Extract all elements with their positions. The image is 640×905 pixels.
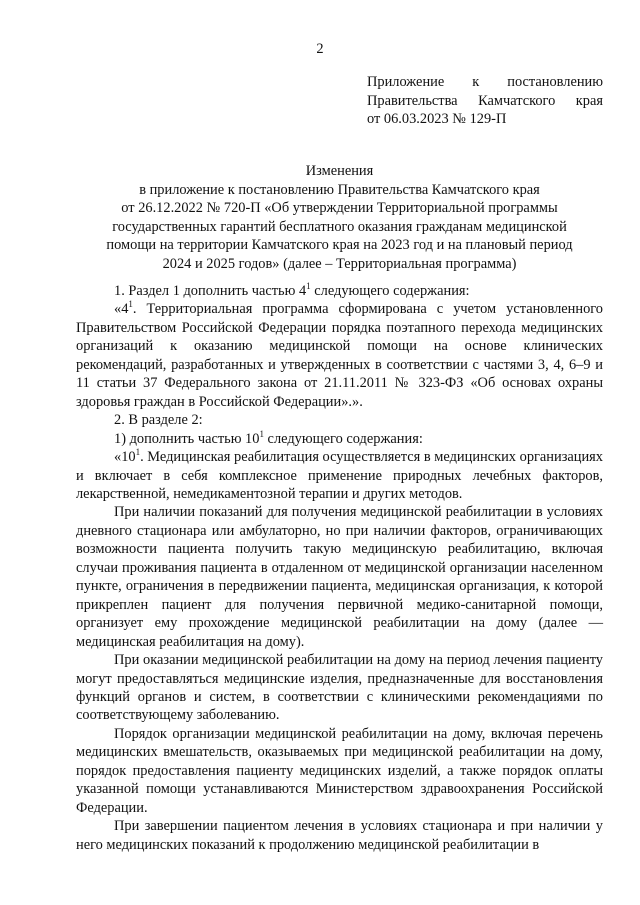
appendix-header <box>367 73 603 129</box>
p1-text-b: следующего содержания: <box>310 283 470 299</box>
p4-text-a: 1) дополнить частью 10 <box>114 430 260 447</box>
title-heading: Изменения <box>305 163 374 179</box>
p4-superscript: 1 <box>259 428 264 439</box>
appendix-line-2: Правительства Камчатского края <box>367 92 603 109</box>
paragraph-item-1 <box>76 430 603 448</box>
p2-superscript: 1 <box>128 299 133 310</box>
paragraph-part-4-1 <box>76 300 603 411</box>
title-line-1: в приложение к постановлению Правительства Камчатского края <box>139 181 540 198</box>
appendix-line-3: от 06.03.2023 № 129-П <box>367 111 507 127</box>
title-line-4: помощи на территории Камчатского края на 2023 год и на плановый период <box>106 237 573 254</box>
p4-text-b: следующего содержания: <box>263 430 423 447</box>
p5-superscript: 1 <box>135 447 141 458</box>
p2-text-a: «4 <box>114 301 129 318</box>
paragraph-discharge: При завершении пациентом лечения в условиях стационара и при наличии у него медицинских показаний к продолжению медицинской реабилитации в <box>76 818 603 853</box>
paragraph-medical-devices: При оказании медицинской реабилитации на дому на период лечения пациенту могут предоставляться медицинские изделия, предназначенные для восстановления функций органов и систем, в соответствии с клиническими рекомендациями по соответствующему заболеванию. <box>76 652 603 724</box>
document-title <box>76 162 603 274</box>
title-line-5: 2024 и 2025 годов» (далее – Территориальная программа) <box>162 255 517 272</box>
p1-text-a: 1. Раздел 1 дополнить частью 4 <box>114 283 307 299</box>
paragraph-home-rehab: При наличии показаний для получения медицинской реабилитации в условиях дневного стационара или амбулаторно, но при наличии факторов, ограничивающих возможности пациента получить такую медицинскую реабилитацию, включая случаи проживания пациента в отдаленном от медицинской организации населенном пункте, ограничения в передвижении пациента, медицинская организация, к которой прикреплен пациент для получения первичной медико-санитарной помощи, организует ему прохождение медицинской реабилитации на дому (далее — медицинская реабилитация на дому). <box>76 504 603 650</box>
appendix-line-1: Приложение к постановлению <box>367 74 603 90</box>
p1-superscript: 1 <box>306 281 311 291</box>
p5-text-b: . Медицинская реабилитация осуществляется в медицинских организациях и включает в себя комплексное применение природных лечебных факторов, лекарственной, немедикаментозной терапии и других методов. <box>76 449 603 502</box>
p5-text-a: «10 <box>114 449 136 466</box>
title-line-3: государственных гарантий бесплатного оказания гражданам медицинской <box>112 218 567 235</box>
p2-text-b: . Территориальная программа сформирована с учетом установленного Правительством Российской Федерации порядка поэтапного перехода медицинских организаций к оказанию медицинской помощи на основе клинических рекомендаций, разработанных и утвержденных в соответствии с частями 3, 4, 6–9 и 11 статьи 37 Федерального закона от 21.11.2011 № 323-ФЗ «Об основах охраны здоровья граждан в Российской Федерации».». <box>76 301 603 410</box>
paragraph-procedure: Порядок организации медицинской реабилитации на дому, включая перечень медицинских вмешательств, оказываемых при медицинской реабилитации на дому, порядок предоставления пациенту медицинских изделий, а также порядок оплаты указанной помощи устанавливаются Министерством здравоохранения Российской Федерации. <box>76 725 603 816</box>
paragraph-section-1 <box>76 282 603 300</box>
paragraph-part-10-1 <box>76 448 603 503</box>
paragraph-section-2: 2. В разделе 2: <box>114 412 203 429</box>
document-body <box>76 282 603 854</box>
page-number: 2 <box>316 41 324 57</box>
title-line-2: от 26.12.2022 № 720-П «Об утверждении Территориальной программы <box>121 200 558 217</box>
